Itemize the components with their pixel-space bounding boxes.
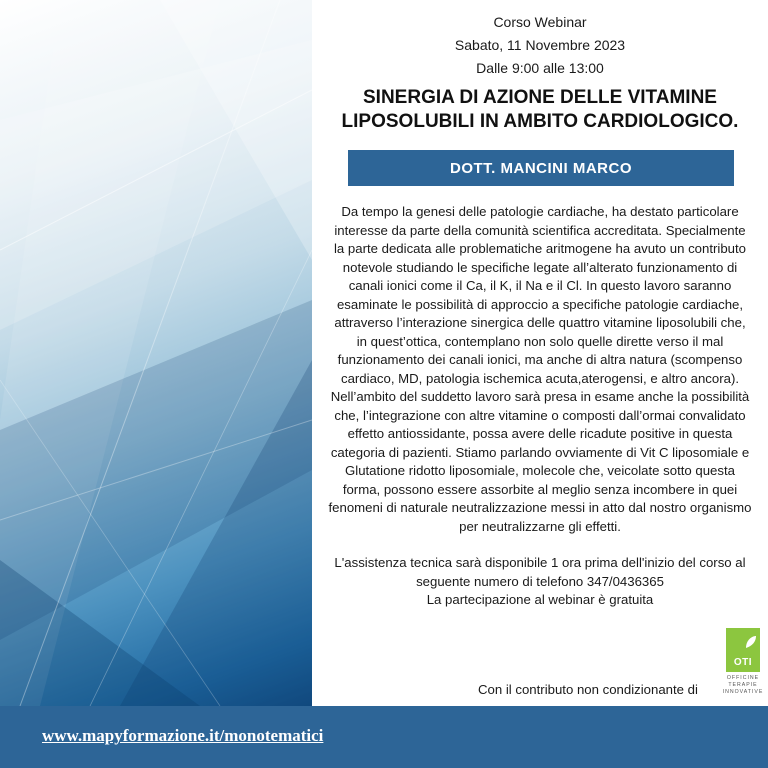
description-line: la parte dedicata alle problematiche aritmogene ha avuto un contributo bbox=[333, 241, 746, 256]
title-line: SINERGIA DI AZIONE DELLE VITAMINE bbox=[363, 87, 717, 108]
description-line: per neutralizzarne gli effetti. bbox=[459, 518, 621, 534]
logo-sub-line: TERAPIE bbox=[728, 682, 758, 688]
description-line: funzionamento dei canali ionici, ma anche di altra natura (scompenso bbox=[337, 352, 743, 367]
logo-word: OTI bbox=[733, 657, 753, 668]
footer-bar bbox=[0, 706, 768, 768]
description-line: Da tempo la genesi delle patologie cardiache, ha destato particolare bbox=[341, 204, 739, 219]
description-line: che, l’integrazione con altre vitamine o composti dall’ormai convalidato bbox=[334, 407, 746, 423]
event-time: Dalle 9:00 alle 13:00 bbox=[476, 60, 604, 76]
sponsor-logo bbox=[722, 628, 764, 702]
description-line: attraverso l’interazione sinergica delle quattro vitamine liposolubili che, bbox=[334, 315, 746, 330]
sponsor-text: Con il contributo non condizionante di bbox=[478, 682, 698, 697]
info-paragraph bbox=[326, 554, 754, 610]
logo-subtitle bbox=[720, 675, 766, 696]
info-line: L'assistenza tecnica sarà disponibile 1 ora prima dell'inizio del corso al bbox=[334, 555, 746, 570]
description-line: cardiaco, MD, patologia ischemica acuta,aterogensi, e altro ancora). bbox=[340, 370, 740, 386]
description-line: interesse da parte della comunità scientifica accreditata. Specialmente bbox=[334, 222, 746, 238]
event-type: Corso Webinar bbox=[493, 14, 587, 30]
description-line: Glutatione ridotto liposomiale, molecole che, veicolate sotto questa bbox=[345, 463, 735, 478]
decorative-background-image bbox=[0, 0, 312, 706]
description-line: notevole studiando le specifiche legate all’alterato funzionamento di bbox=[342, 259, 738, 275]
description-line: in quest’ottica, contemplano non solo quelle dirette verso il mal bbox=[356, 333, 724, 349]
description-line: forma, possono essere assorbite al meglio senza incombere in quei bbox=[342, 481, 738, 497]
page-title bbox=[332, 86, 748, 134]
description-line: Nell’ambito del suddetto lavoro sarà presa in esame anche la possibilità bbox=[330, 389, 750, 404]
leaf-icon bbox=[726, 628, 760, 658]
logo-sub-line: INNOVATIVE bbox=[722, 689, 764, 695]
description-line: effetto antiossidante, possa avere delle ricadute positive in questa bbox=[347, 426, 733, 441]
event-date: Sabato, 11 Novembre 2023 bbox=[454, 37, 626, 53]
description-line: esaminate le possibilità di approccio a specifiche patologie cardiache, bbox=[336, 296, 744, 312]
info-line: seguente numero di telefono 347/0436365 bbox=[416, 573, 664, 589]
logo-sub-line: OFFICINE bbox=[726, 675, 760, 681]
website-link[interactable]: www.mapyformazione.it/monotematici bbox=[42, 726, 324, 745]
title-line: LIPOSOLUBILI IN AMBITO CARDIOLOGICO. bbox=[341, 111, 739, 132]
speaker-banner: DOTT. MANCINI MARCO bbox=[348, 150, 734, 186]
description-line: canali ionici come il Ca, il K, il Na e il Cl. In questo lavoro saranno bbox=[348, 278, 732, 293]
info-line: La partecipazione al webinar è gratuita bbox=[426, 592, 654, 607]
description-line: fenomeni di naturale neutralizzazione messi in atto dal nostro organismo bbox=[328, 500, 752, 515]
description-line: categoria di pazienti. Stiamo parlando ovviamente di Vit C liposomiale e bbox=[330, 444, 750, 460]
logo-mark bbox=[726, 628, 760, 672]
description-paragraph bbox=[326, 203, 754, 536]
content-panel bbox=[312, 0, 768, 706]
